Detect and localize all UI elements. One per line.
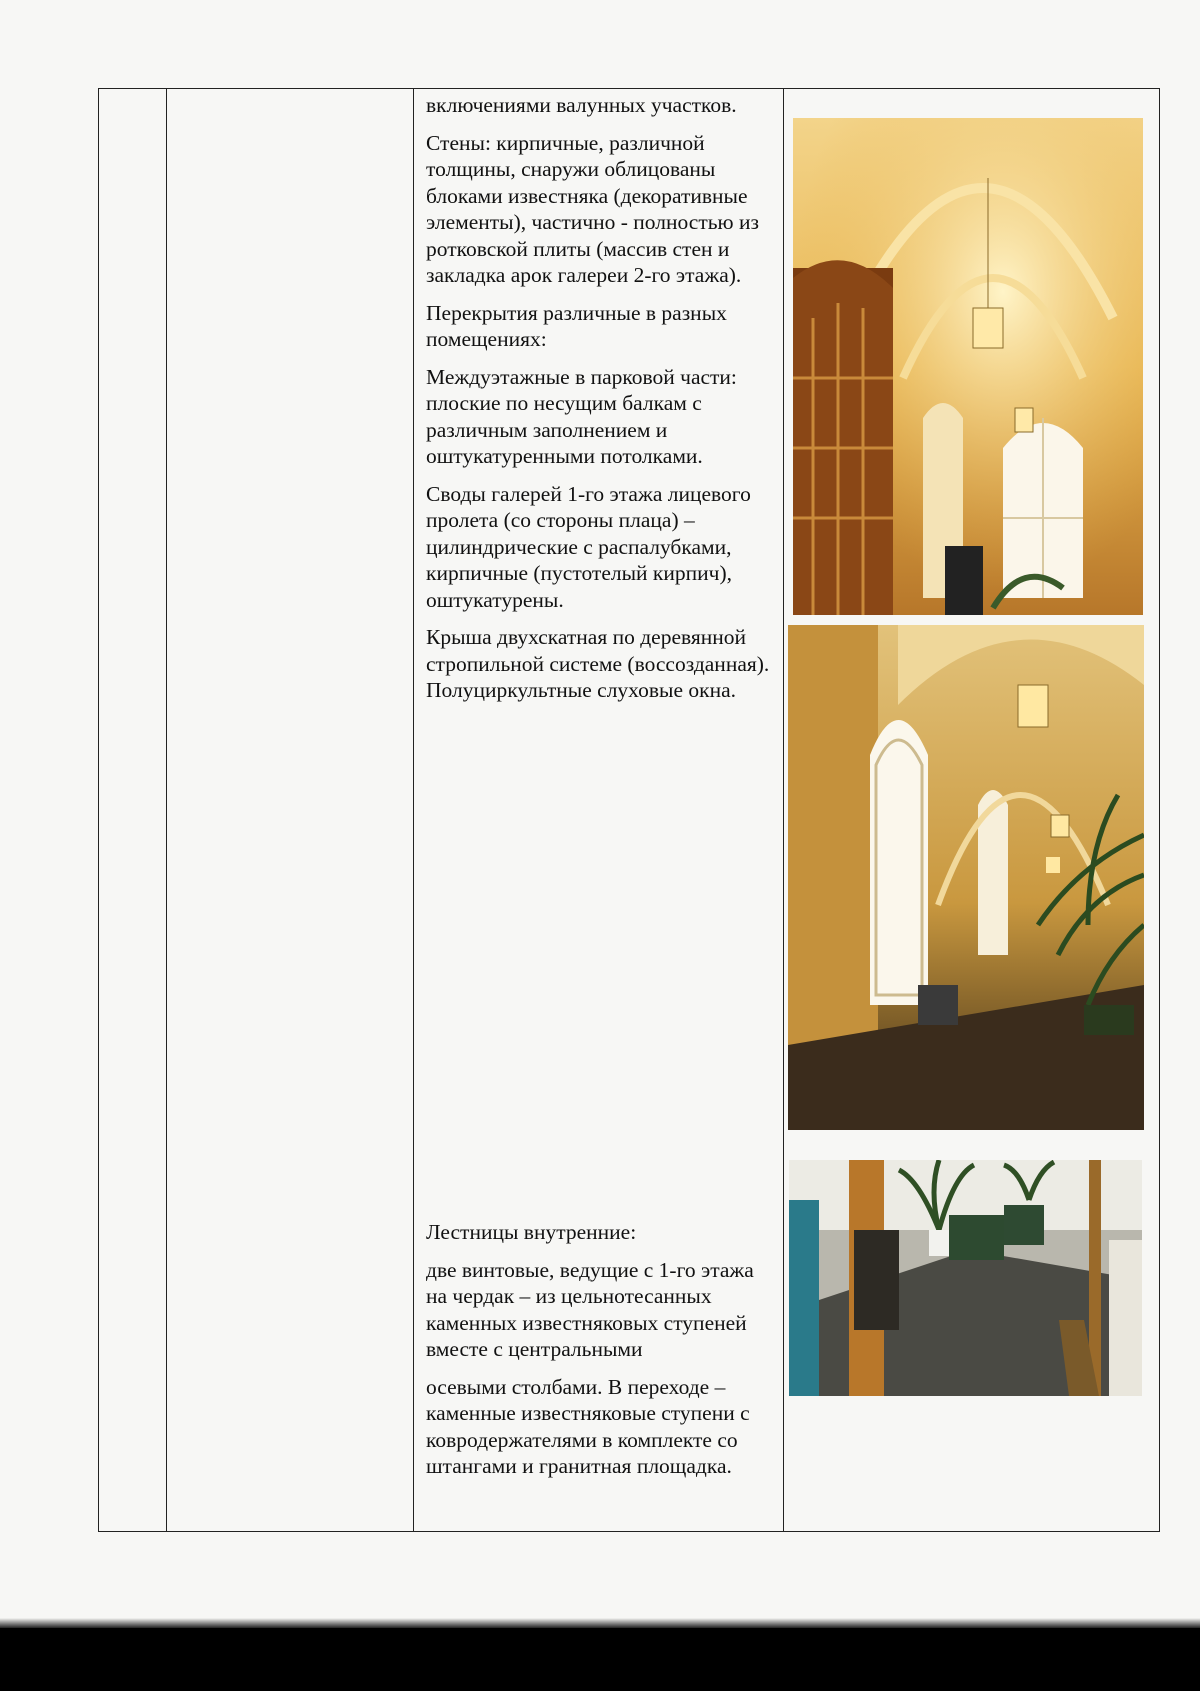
photo-corridor-plants [789, 1160, 1142, 1396]
scan-border [0, 1628, 1200, 1691]
description-column [426, 92, 771, 715]
photo-long-gallery [788, 625, 1144, 1130]
paragraph-dormer-windows: Полуциркультные слуховые окна. [426, 678, 736, 702]
paragraph-foundation-end: включениями валунных участков. [426, 93, 737, 117]
paragraph-walls: Стены: кирпичные, различной толщины, снаружи облицованы блоками известняка (декоративные элементы), частично - полностью из ротковской плиты (массив стен и закладка арок галереи 2-го этажа). [426, 130, 759, 287]
stairs-section [426, 1219, 771, 1491]
column-divider-3 [783, 89, 784, 1531]
paragraph-stairs-transition: осевыми столбами. В переходе – каменные известняковые ступени с ковродержателями в комплекте со штангами и гранитная площадка. [426, 1374, 750, 1478]
photo-gallery-arched-door [793, 118, 1143, 615]
paragraph-stairs-spiral: две винтовые, ведущие с 1-го этажа на чердак – из цельнотесанных каменных известняковых ступеней вместе с центральными [426, 1257, 754, 1361]
paragraph-roof: Крыша двухскатная по деревянной стропильной системе (воссозданная). [426, 625, 770, 676]
paragraph-vaults: Своды галерей 1-го этажа лицевого пролета (со стороны плаца) – цилиндрические с распалубками, кирпичные (пустотелый кирпич), оштукатурены. [426, 481, 751, 612]
paragraph-interfloor: Междуэтажные в парковой части: плоские по несущим балкам с различным заполнением и оштукатуренными потолками. [426, 364, 737, 468]
scan-edge [0, 1618, 1200, 1628]
paragraph-floors: Перекрытия различные в разных помещениях: [426, 300, 727, 351]
column-divider-2 [413, 89, 414, 1531]
paragraph-stairs-title: Лестницы внутренние: [426, 1220, 637, 1244]
column-divider-1 [166, 89, 167, 1531]
